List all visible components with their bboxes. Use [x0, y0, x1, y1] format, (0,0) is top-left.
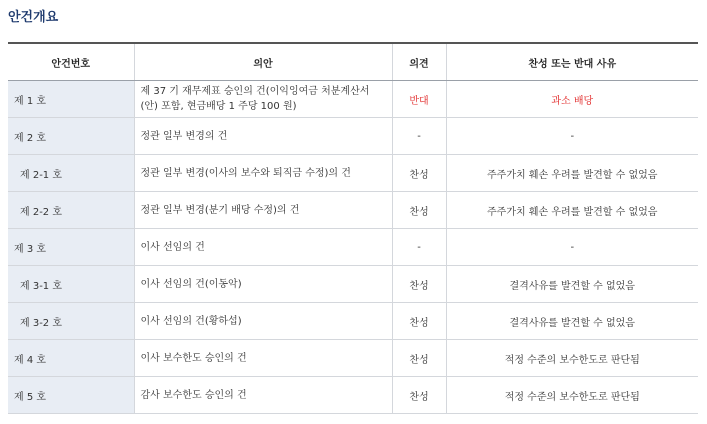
- opinion: -: [392, 118, 446, 155]
- opinion: 찬성: [392, 266, 446, 303]
- reason: 적정 수준의 보수한도로 판단됨: [446, 377, 698, 414]
- agenda-number: 제 2 호: [8, 118, 134, 155]
- agenda-number: 제 3 호: [8, 229, 134, 266]
- agenda-title: 이사 선임의 건: [134, 229, 392, 266]
- opinion: 찬성: [392, 303, 446, 340]
- opinion: 반대: [392, 81, 446, 118]
- agenda-title: 이사 선임의 건(이동악): [134, 266, 392, 303]
- table-row: [8, 192, 698, 229]
- opinion: 찬성: [392, 377, 446, 414]
- header-agenda-number: 안건번호: [8, 43, 134, 81]
- opinion: -: [392, 229, 446, 266]
- section-title: 안건개요: [8, 10, 59, 25]
- agenda-number: 제 4 호: [8, 340, 134, 377]
- reason: 주주가치 훼손 우려를 발견할 수 없었음: [446, 192, 698, 229]
- header-agenda: 의안: [134, 43, 392, 81]
- agenda-number: 제 3-2 호: [8, 303, 134, 340]
- table-row: [8, 229, 698, 266]
- reason: 적정 수준의 보수한도로 판단됨: [446, 340, 698, 377]
- agenda-title: 이사 선임의 건(황하섭): [134, 303, 392, 340]
- table-row: [8, 377, 698, 414]
- table-row: [8, 81, 698, 118]
- agenda-number: 제 5 호: [8, 377, 134, 414]
- agenda-title: 정관 일부 변경(분기 배당 수정)의 건: [134, 192, 392, 229]
- agenda-number: 제 1 호: [8, 81, 134, 118]
- header-opinion: 의견: [392, 43, 446, 81]
- reason: -: [446, 118, 698, 155]
- agenda-number: 제 2-1 호: [8, 155, 134, 192]
- table-row: [8, 303, 698, 340]
- reason: -: [446, 229, 698, 266]
- header-reason: 찬성 또는 반대 사유: [446, 43, 698, 81]
- reason: 결격사유를 발견할 수 없었음: [446, 266, 698, 303]
- table-row: [8, 266, 698, 303]
- agenda-title: 감사 보수한도 승인의 건: [134, 377, 392, 414]
- agenda-table: [8, 42, 698, 414]
- table-row: [8, 155, 698, 192]
- agenda-title: 정관 일부 변경의 건: [134, 118, 392, 155]
- header-row: [8, 43, 698, 81]
- agenda-number: 제 3-1 호: [8, 266, 134, 303]
- table-row: [8, 340, 698, 377]
- opinion: 찬성: [392, 192, 446, 229]
- reason: 결격사유를 발견할 수 없었음: [446, 303, 698, 340]
- opinion: 찬성: [392, 155, 446, 192]
- table-row: [8, 118, 698, 155]
- agenda-number: 제 2-2 호: [8, 192, 134, 229]
- opinion: 찬성: [392, 340, 446, 377]
- agenda-title: 이사 보수한도 승인의 건: [134, 340, 392, 377]
- agenda-title: 정관 일부 변경(이사의 보수와 퇴직금 수정)의 건: [134, 155, 392, 192]
- agenda-title: 제 37 기 재무제표 승인의 건(이익잉여금 처분계산서(안) 포함, 현금배당 1 주당 100 원): [134, 81, 392, 118]
- reason: 과소 배당: [446, 81, 698, 118]
- reason: 주주가치 훼손 우려를 발견할 수 없었음: [446, 155, 698, 192]
